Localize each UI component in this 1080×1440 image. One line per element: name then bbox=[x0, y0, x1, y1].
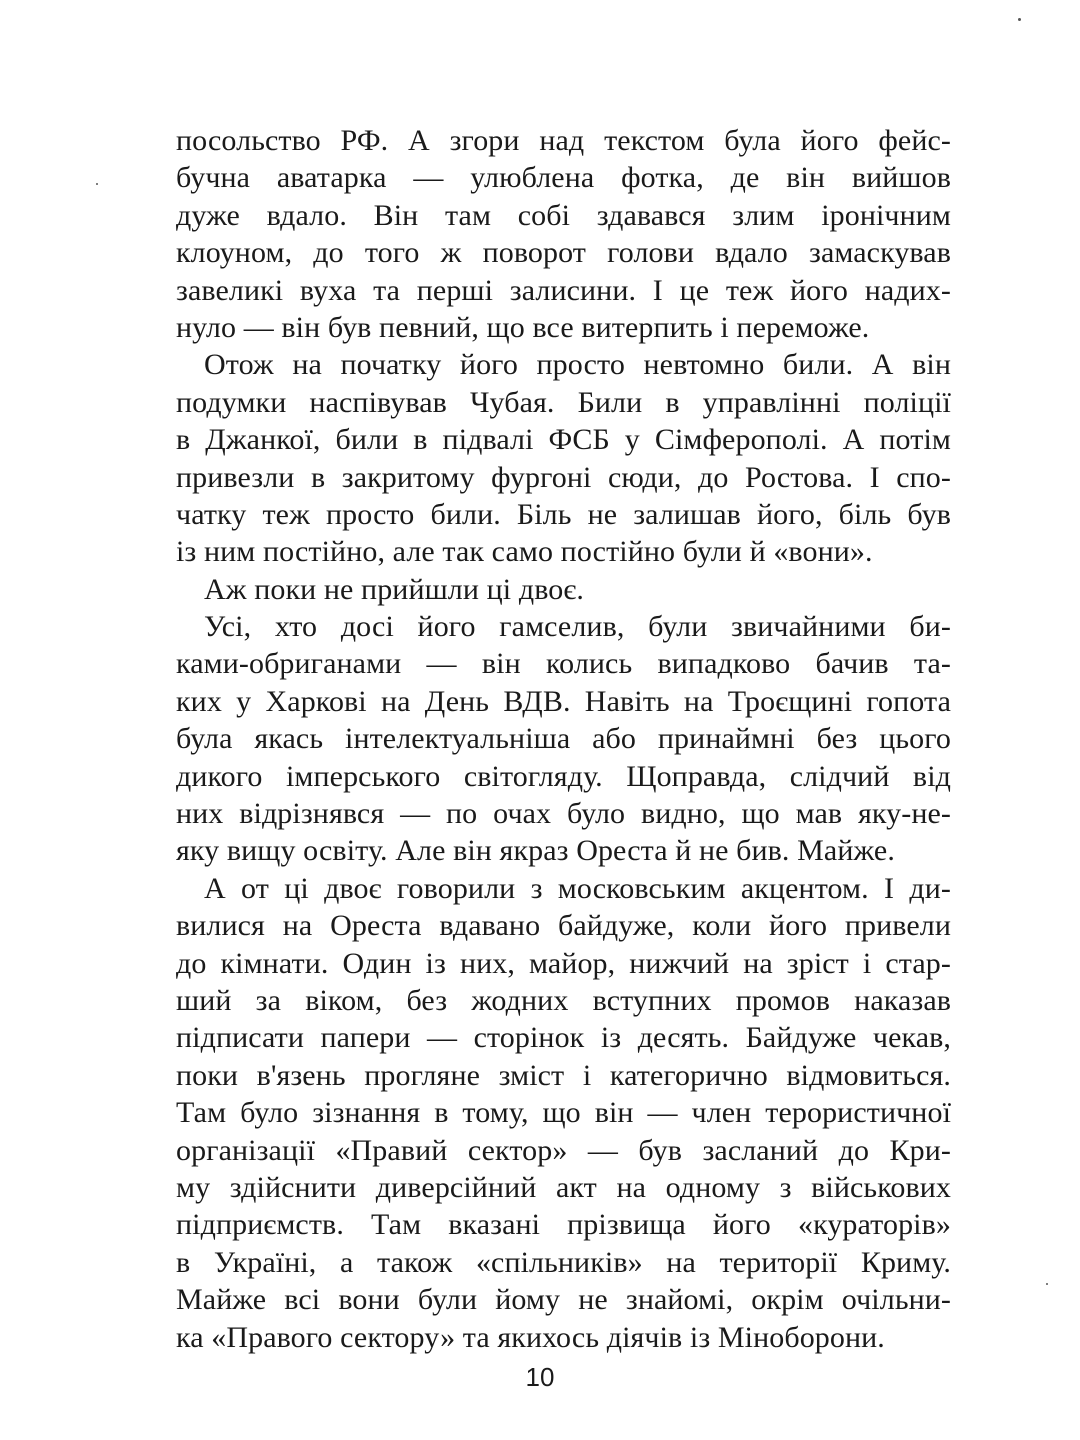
dust-speck bbox=[1046, 1283, 1048, 1285]
text-line: в Джанкої, били в підвалі ФСБ у Сімферополі. А потім bbox=[176, 423, 951, 457]
dust-speck bbox=[1018, 18, 1021, 21]
text-line: Усі, хто досі його гамселив, були звичайними би- bbox=[204, 610, 951, 644]
page-number: 10 bbox=[525, 1362, 555, 1392]
text-line: Там було зізнання в тому, що він — член терористичної bbox=[176, 1096, 951, 1130]
text-line: бучна аватарка — улюблена фотка, де він вийшов bbox=[176, 161, 951, 195]
text-line: привезли в закритому фургоні сюди, до Ростова. І спо- bbox=[176, 460, 951, 494]
text-line: завеликі вуха та перші залисини. І це теж його надих- bbox=[176, 273, 951, 307]
text-line: чатку теж просто били. Біль не залишав його, біль був bbox=[176, 497, 951, 531]
text-line: яку вищу освіту. Але він якраз Ореста й не бив. Майже. bbox=[176, 834, 895, 868]
text-line: підписати папери — сторінок із десять. Байдуже чекав, bbox=[176, 1021, 951, 1055]
text-line: ший за віком, без жодних вступних промов наказав bbox=[176, 983, 951, 1017]
text-line: А от ці двоє говорили з московським акцентом. І ди- bbox=[204, 871, 951, 905]
text-line: подумки наспівував Чубая. Били в управлінні поліції bbox=[176, 385, 951, 419]
text-line: підприємств. Там вказані прізвища його «кураторів» bbox=[176, 1208, 951, 1242]
text-line: нуло — він був певний, що все витерпить і переможе. bbox=[176, 310, 870, 344]
text-line: посольство РФ. А згори над текстом була його фейс- bbox=[176, 124, 951, 157]
text-line: му здійснити диверсійний акт на одному з військових bbox=[176, 1170, 951, 1204]
text-line: в Україні, а також «спільників» на території Криму. bbox=[176, 1245, 951, 1279]
text-line: ких у Харкові на День ВДВ. Навіть на Троєщині гопота bbox=[176, 684, 951, 718]
text-line: них відрізнявся — по очах було видно, що мав яку-не- bbox=[176, 797, 951, 831]
text-line: Отож на початку його просто невтомно били. А він bbox=[204, 348, 951, 382]
body-text bbox=[176, 122, 951, 1356]
text-line: була якась інтелектуальніша або принаймні без цього bbox=[176, 722, 951, 756]
text-line: до кімнати. Один із них, майор, нижчий на зріст і стар- bbox=[176, 946, 951, 980]
text-line: дуже вдало. Він там собі здавався злим іронічним bbox=[176, 198, 951, 232]
dust-speck bbox=[96, 183, 98, 185]
text-line: із ним постійно, але так само постійно були й «вони». bbox=[176, 535, 873, 569]
text-line: ками-обриганами — він колись випадково бачив та- bbox=[176, 647, 951, 681]
text-line: дикого імперського світогляду. Щоправда, слідчий від bbox=[176, 759, 951, 793]
text-line: вилися на Ореста вдавано байдуже, коли його привели bbox=[176, 909, 951, 943]
text-line: клоуном, до того ж поворот голови вдало замаскував bbox=[176, 236, 951, 270]
text-line: Аж поки не прийшли ці двоє. bbox=[204, 572, 584, 606]
text-line: організації «Правий сектор» — був засланий до Кри- bbox=[176, 1133, 951, 1167]
text-line: ка «Правого сектору» та якихось діячів із Міноборони. bbox=[176, 1320, 885, 1354]
text-line: поки в'язень прогляне зміст і категорично відмовиться. bbox=[176, 1058, 951, 1092]
text-line: Майже всі вони були йому не знайомі, окрім очільни- bbox=[176, 1283, 951, 1317]
